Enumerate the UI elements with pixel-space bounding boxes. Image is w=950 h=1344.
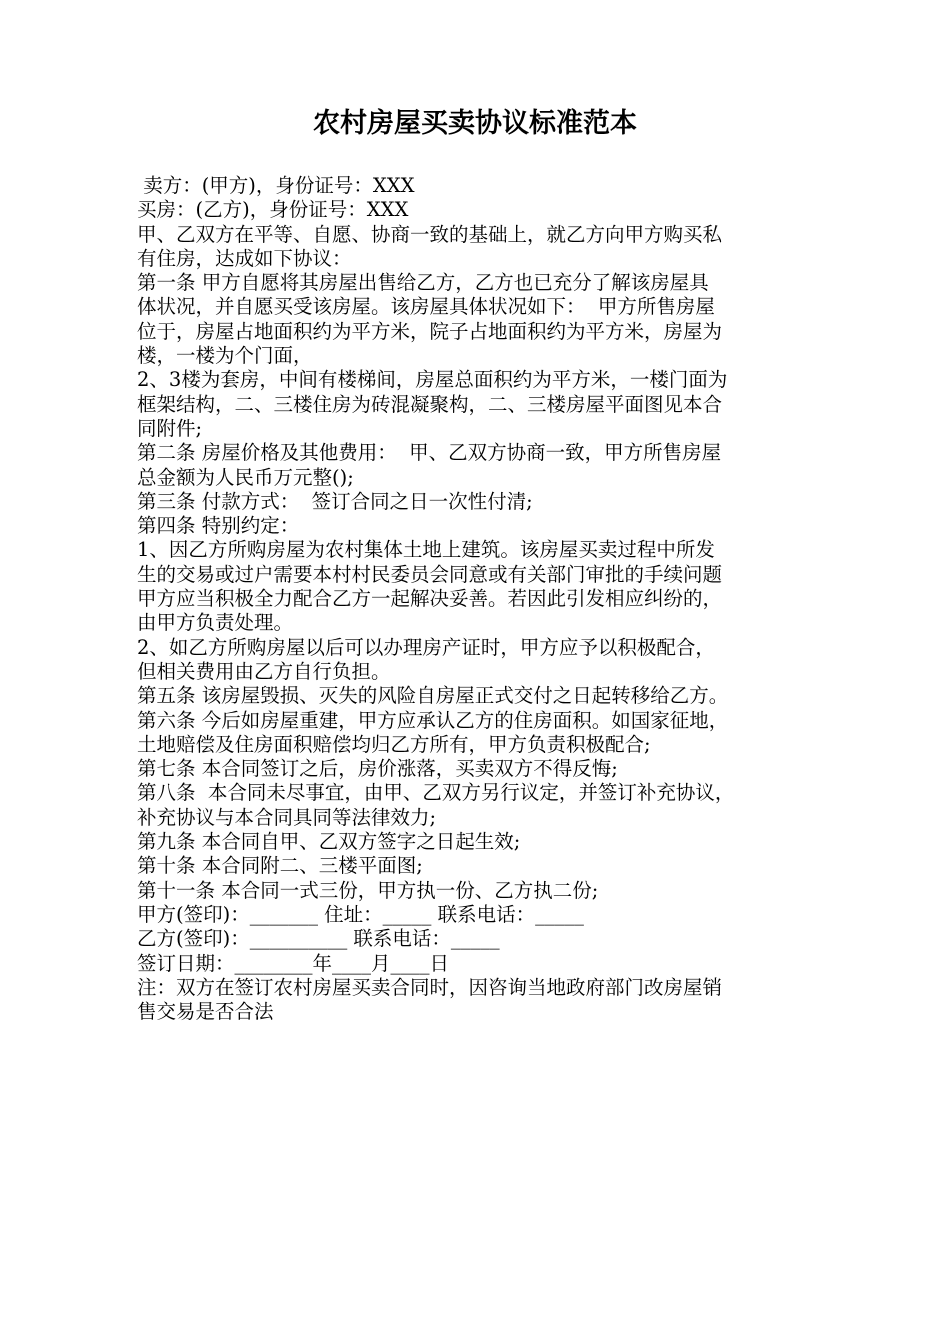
text-line: 位于，房屋占地面积约为平方米，院子占地面积约为平方米，房屋为 [137,319,723,343]
text-line: 第一条 甲方自愿将其房屋出售给乙方，乙方也已充分了解该房屋具 [137,271,709,295]
document-body [137,174,827,1024]
text-line: 楼，一楼为个门面， [137,344,313,368]
text-line: 有住房，达成如下协议： [137,246,352,270]
text-line: 补充协议与本合同具同等法律效力; [137,805,437,829]
text-line: 买房：(乙方)，身份证号：XXX [137,198,409,222]
document-title: 农村房屋买卖协议标准范本 [313,108,637,139]
text-line: 卖方：(甲方)，身份证号：XXX [137,174,415,197]
text-line: 甲、乙双方在平等、自愿、协商一致的基础上，就乙方向甲方购买私 [137,222,723,246]
text-line: 第三条 付款方式： 签订合同之日一次性付清; [137,489,533,513]
note-line: 注：双方在签订农村房屋买卖合同时，因咨询当地政府部门改房屋销 [137,975,723,999]
signing-date-line: 签订日期：________年____月____日 [137,951,450,975]
text-line: 2、3楼为套房，中间有楼梯间，房屋总面积约为平方米，一楼门面为 [137,368,728,392]
text-line: 第四条 特别约定： [137,514,300,538]
text-line: 但相关费用由乙方自行负担。 [137,659,391,683]
text-line: 第十条 本合同附二、三楼平面图; [137,854,423,878]
text-line: 1、因乙方所购房屋为农村集体土地上建筑。该房屋买卖过程中所发 [137,538,715,562]
note-line: 售交易是否合法 [137,1000,274,1024]
text-line: 第十一条 本合同一式三份，甲方执一份、乙方执二份; [137,878,599,902]
text-line: 第七条 本合同签订之后，房价涨落，买卖双方不得反悔; [137,757,618,781]
text-line: 同附件; [137,416,203,440]
text-line: 由甲方负责处理。 [137,611,294,635]
text-line: 甲方应当积极全力配合乙方一起解决妥善。若因此引发相应纠纷的， [137,587,723,611]
text-line: 第五条 该房屋毁损、灭失的风险自房屋正式交付之日起转移给乙方。 [137,684,729,708]
text-line: 土地赔偿及住房面积赔偿均归乙方所有，甲方负责积极配合; [137,732,651,756]
text-line: 框架结构，二、三楼住房为砖混凝聚构，二、三楼房屋平面图见本合 [137,392,723,416]
text-line: 第九条 本合同自甲、乙双方签字之日起生效; [137,830,521,854]
text-line: 第二条 房屋价格及其他费用： 甲、乙双方协商一致，甲方所售房屋 [137,441,722,465]
text-line: 第八条 本合同未尽事宜，由甲、乙双方另行议定，并签订补充协议， [137,781,735,805]
text-line: 总金额为人民币万元整(); [137,465,354,489]
text-line: 第六条 今后如房屋重建，甲方应承认乙方的住房面积。如国家征地， [137,708,729,732]
signature-line-party-b: 乙方(签印)：__________ 联系电话：_____ [137,927,500,951]
text-line: 体状况，并自愿买受该房屋。该房屋具体状况如下： 甲方所售房屋 [137,295,715,319]
text-line: 2、如乙方所购房屋以后可以办理房产证时，甲方应予以积极配合， [137,635,715,659]
text-line: 生的交易或过户需要本村村民委员会同意或有关部门审批的手续问题 [137,562,723,586]
signature-line-party-a: 甲方(签印)：_______ 住址：_____ 联系电话：_____ [137,902,584,926]
